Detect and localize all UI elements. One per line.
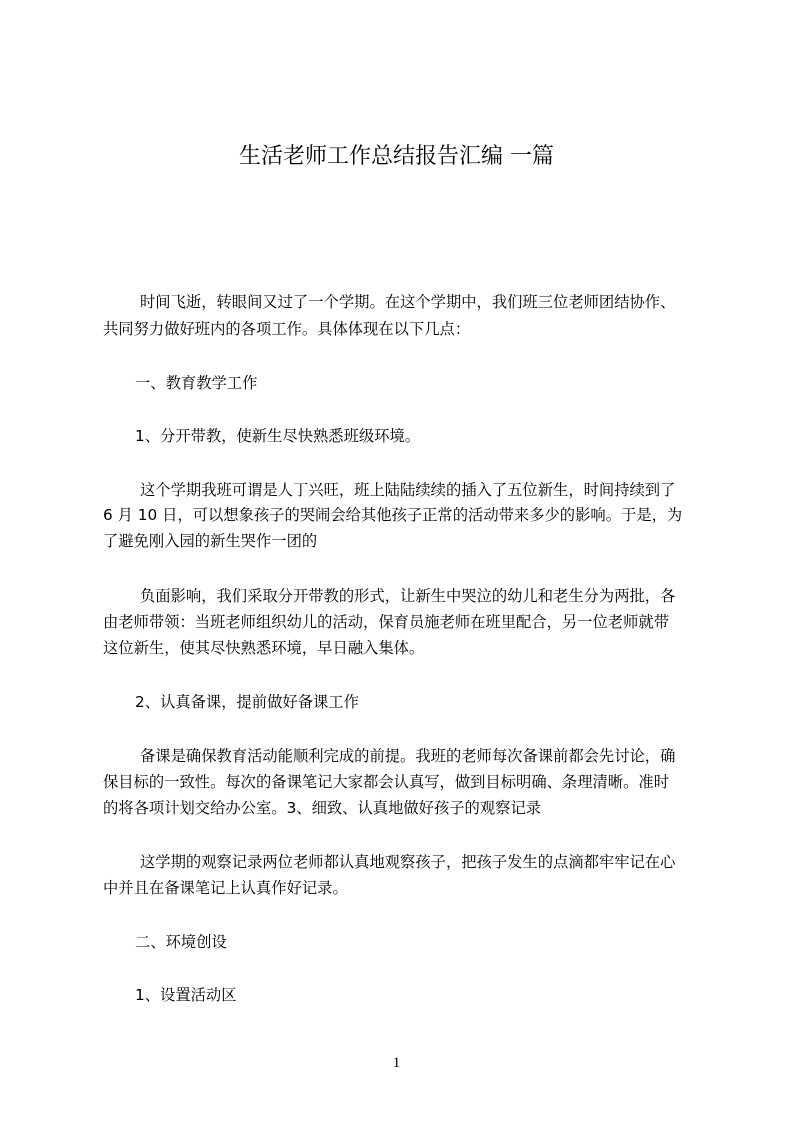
page-number: 1 (392, 1055, 401, 1071)
paragraph-line: 负面影响，我们采取分开带教的形式，让新生中哭泣的幼儿和老生分为两批，各 (140, 587, 676, 605)
paragraph-line: 这学期的观察记录两位老师都认真地观察孩子，把孩子发生的点滴都牢牢记在心 (140, 853, 676, 871)
section-heading: 一、教育教学工作 (135, 374, 258, 392)
subsection-heading: 1、分开带教，使新生尽快熟悉班级环境。 (135, 427, 421, 445)
paragraph-line: 共同努力做好班内的各项工作。具体体现在以下几点： (103, 320, 471, 338)
paragraph-line: 这位新生，使其尽快熟悉环境，早日融入集体。 (103, 639, 425, 657)
subsection-heading: 1、设置活动区 (135, 986, 237, 1004)
document-title: 生活老师工作总结报告汇编 一篇 (239, 144, 554, 169)
paragraph-line: 的将各项计划交给办公室。3、细致、认真地做好孩子的观察记录 (103, 799, 542, 817)
section-heading: 二、环境创设 (135, 933, 227, 951)
paragraph-line: 中并且在备课笔记上认真作好记录。 (103, 879, 348, 897)
paragraph-line: 时间飞逝，转眼间又过了一个学期。在这个学期中，我们班三位老师团结协作、 (140, 293, 676, 311)
paragraph-line: 6 月 10 日，可以想象孩子的哭闹会给其他孩子正常的活动带来多少的影响。于是，为 (103, 506, 683, 524)
paragraph-line: 保目标的一致性。每次的备课笔记大家都会认真写，做到目标明确、条理清晰。准时 (103, 773, 669, 791)
paragraph-line: 由老师带领：当班老师组织幼儿的活动，保育员施老师在班里配合，另一位老师就带 (103, 613, 669, 631)
paragraph-line: 了避免刚入园的新生哭作一团的 (103, 532, 318, 550)
paragraph-line: 这个学期我班可谓是人丁兴旺，班上陆陆续续的插入了五位新生，时间持续到了 (140, 481, 676, 499)
paragraph-line: 备课是确保教育活动能顺利完成的前提。我班的老师每次备课前都会先讨论，确 (140, 747, 676, 765)
document-body (103, 0, 700, 1122)
subsection-heading: 2、认真备课，提前做好备课工作 (135, 693, 359, 711)
